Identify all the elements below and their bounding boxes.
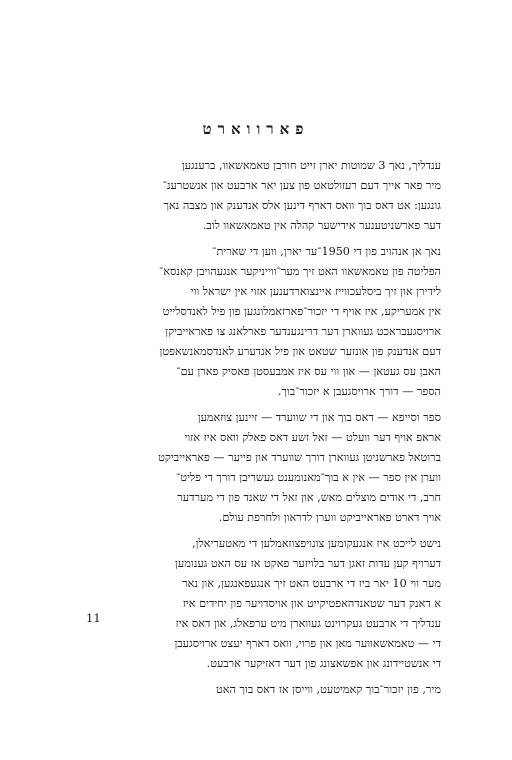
paragraph [80, 680, 441, 700]
text-line: די אנשטיידונג און אפשאצונג פון דער דאזיקער ארבעט. [206, 657, 441, 670]
text-line: אין אמעריקע, איז אויף די יזכור־פארזאמלונגען פון פיל לאנדסלייט [162, 305, 441, 318]
text-line: ספר וסייפא — דאס בוך און די שווערד — זיינען צוזאמען [197, 411, 441, 424]
text-line: ווערן אין ספר — אין א בוך־מאנומענט געשריבן דורך די פליט־ [175, 471, 441, 484]
text-line: נישט לייכט איז אנגעקומען צונויפצוזאמלען די מאטעריאלן, [192, 537, 441, 550]
text-line: מיר, פון יזכור־בוך קאמיטעט, ווייסן אז דאס בוך האט [216, 683, 441, 696]
text-line: ענדליך די ארבעט געקרוינט געווארן מיט ערפאלג, און דאס איז [175, 617, 441, 630]
text-line: ברוטאל פארשניטן געווארן דורך שווערד און פייער — פאראייביקט [158, 451, 441, 464]
text-line: מיר פאר אייך דעם רעזולטאט פון צען יאר ארבעט און אנשטרענ־ [162, 179, 441, 192]
text-line: א דאנק דער שטאנדהאפטיקייט און אויסדויער פון יחידים איז [182, 597, 441, 610]
text-line: גונגען: אט דאס בוך וואס דארף דינען אלס אנדענק און מצבה נאך [163, 199, 441, 212]
text-line: די — טאמאשאווער מאן און פרוי, וואס דארף יעצט ארויסגעבן [174, 637, 441, 650]
text-line: האבן עס געטאן — און ווי עס איז אמבעסטן פאסיק פארן עם־ [176, 365, 441, 378]
paragraph [80, 156, 441, 236]
text-line: דער פארשניטענער אידישער קהלה אין טאמאשאוו לוב. [202, 219, 441, 232]
text-line: מער ווי 10 יאר ביז די ארבעט האט זיך אנגעפאנגען, און נאר [182, 577, 441, 590]
text-line: הפליטה פון טאמאשאוו האט זיך מער־ווייניקער אנגעהויבן קאנסא־ [158, 265, 441, 278]
page-title: פארווארט [202, 120, 310, 138]
text-line: לידירן און זיך ביסלעכווייז איינצוארדענען אזוי אין ישראל ווי [190, 285, 441, 298]
body-text [80, 156, 441, 706]
text-line: נאך אן אנהויב פון די 1950־ער יארן, ווען די שארית־ [212, 245, 441, 258]
paragraph [80, 408, 441, 528]
text-line: חרב, די אודים מוצלים מאש, און זאל די שאנד פון די מערדער [177, 491, 441, 504]
text-line: אראפ אויף דער וועלט — זאל זשע דאס פאלק וואס איז אזוי [184, 431, 441, 444]
text-line: דעם אנדענק פון אונזער שטאט און פיל אנדערע לאנדסמאנשאפטן [159, 345, 441, 358]
text-line: ארויסגעבראכט געווארן דער דרינגענדער פארלאנג צו פאראייביקן [165, 325, 441, 338]
text-line: אויך דארט פאראייביקט ווערן לדראון ולחרפת עולם. [218, 511, 441, 524]
text-line: דערויף קען עדות זאגן דער בלויזער פאקט אז עס האט גענומען [175, 557, 441, 570]
text-line: ענדליך, נאך 3 שמוטות יארן זייט חורבן טאמאשאוו, ברענגען [181, 159, 441, 172]
paragraph [80, 242, 441, 402]
text-line: הספר — דורך ארויסגעבן א יזכור־בוך. [277, 385, 441, 398]
paragraph [80, 534, 441, 674]
page-number: 11 [86, 611, 101, 625]
